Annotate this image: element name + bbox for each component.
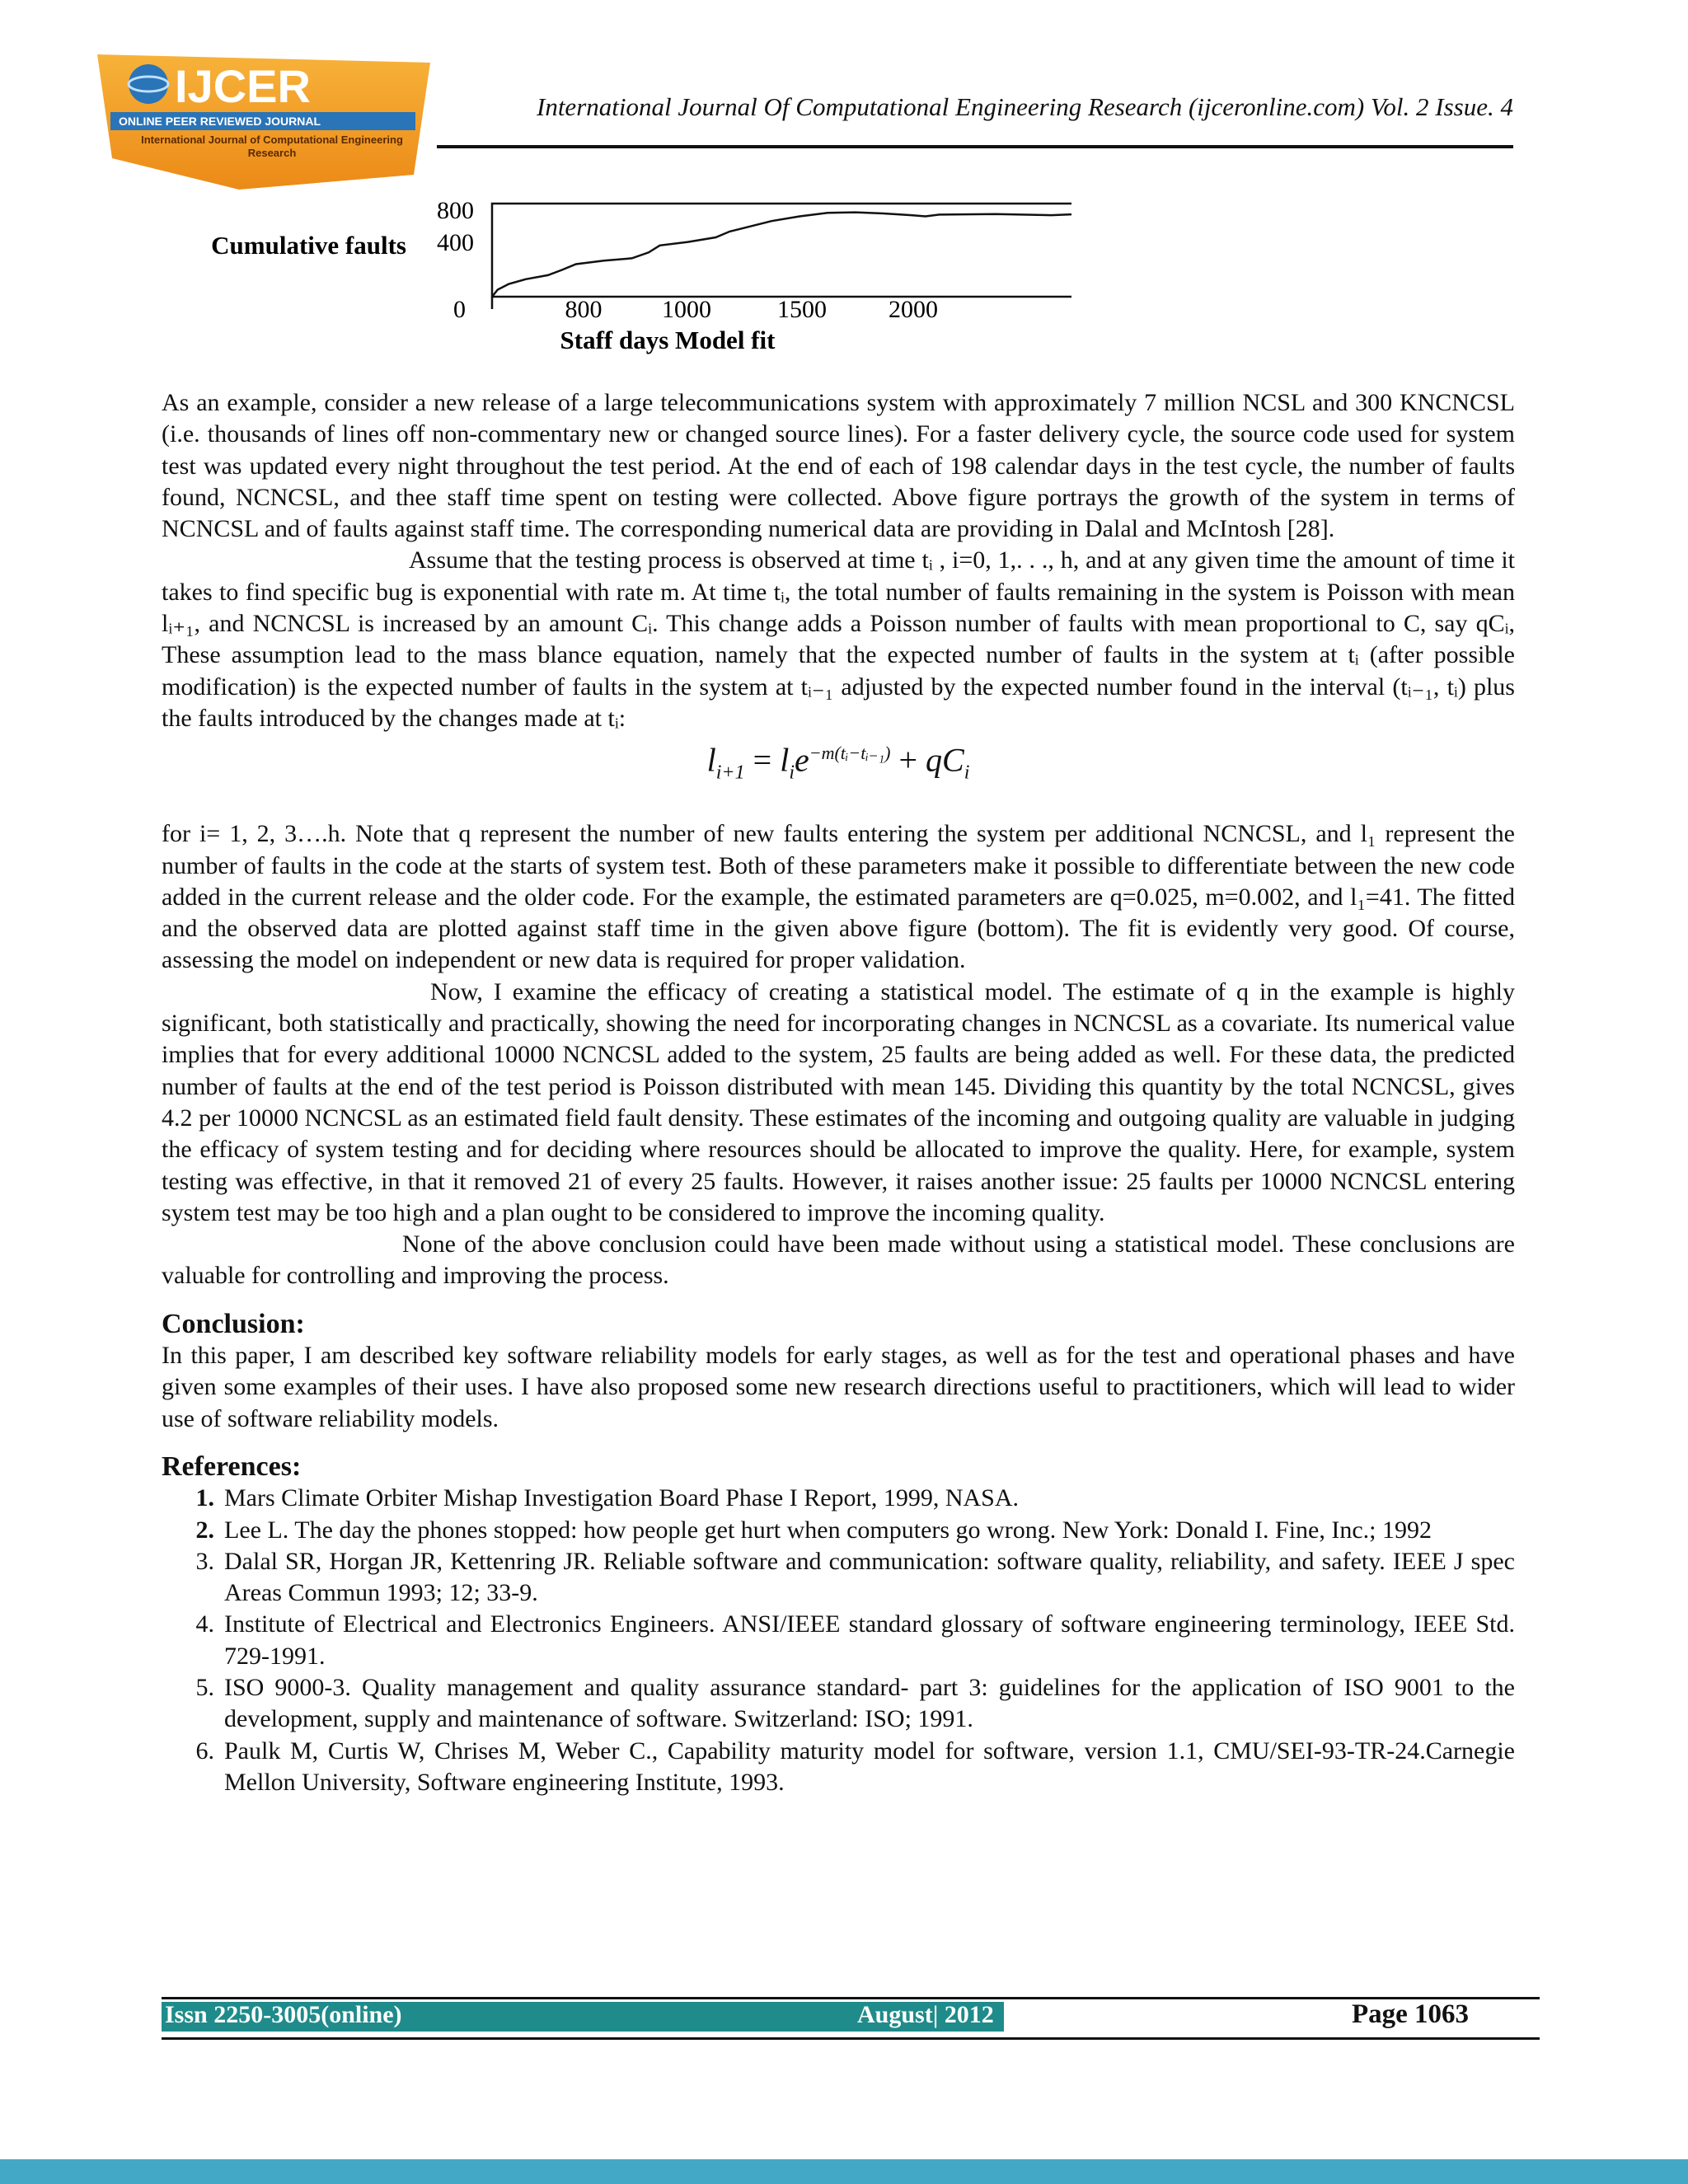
x-tick-label: 800: [565, 296, 603, 323]
y-tick-label: 0: [453, 296, 466, 323]
conclusion-heading: Conclusion:: [162, 1308, 305, 1339]
chart-series-line: [492, 212, 1071, 297]
footer-page-number: Page 1063: [1352, 1999, 1470, 2029]
mass-balance-equation: [162, 738, 1515, 802]
paragraph-assumption: Assume that the testing process is observed at time tᵢ , i=0, 1,. . ., h, and at any given time the amount of time it takes to find specific bug is exponential with rate m. At time tᵢ, the total number of faults remaining in the system is Poisson with mean lᵢ₊₁, and NCNCSL is increased by an amount Cᵢ. This change adds a Poisson number of faults with mean proportional to C, say qCᵢ, These assumption lead to the mass blance equation, namely that the expected number of faults in the system at tᵢ (after possible modification) is the expected number of faults in the system at tᵢ₋₁ adjusted by the expected number found in the interval (tᵢ₋₁, tᵢ) plus the faults introduced by the changes made at tᵢ:: [162, 546, 1515, 732]
reference-item: [162, 1515, 1515, 1546]
formula-equals: =: [753, 741, 772, 779]
conclusion-text: In this paper, I am described key software reliability models for early stages, as well as for the test and operational phases and have given some examples of their uses. I have also proposed some new research directions useful to practitioners, which will lead to wider use of software reliability models.: [162, 1342, 1515, 1432]
page-bottom-band: [0, 2159, 1688, 2184]
formula-qc: qC: [926, 741, 964, 779]
header-rule: [437, 145, 1513, 148]
logo-subtitle: International Journal of Computational Engineering Research: [141, 134, 403, 159]
references-list: [162, 1483, 1515, 1798]
logo-tagline: ONLINE PEER REVIEWED JOURNAL: [119, 115, 321, 128]
paragraph-example: As an example, consider a new release of a large telecommunications system with approximately 7 million NCSL and 300 KNCNCSL (i.e. thousands of lines off non-commentary new or changed source lines). For a faster delivery cycle, the source code used for system test was updated every night throughout the test period. At the end of each of 198 calendar days in the test cycle, the number of faults found, NCNCSL, and thee staff time spent on testing were collected. Above figure portrays the growth of the system in terms of NCNCSL and of faults against staff time. The corresponding numerical data are providing in Dalal and McIntosh [28].: [162, 389, 1515, 543]
reference-number: 6.: [195, 1736, 214, 1765]
footer-top-rule: [162, 1997, 1540, 1999]
formula-lhs-sub: i+1: [715, 762, 745, 784]
cumulative-faults-chart: [181, 194, 1071, 359]
y-tick-label: 400: [437, 229, 474, 256]
journal-logo: [91, 51, 437, 190]
paragraph-parameters: for i= 1, 2, 3….h. Note that q represent the number of new faults entering the system per additional NCNCSL, and l₁ represent the number of faults in the code at the starts of system test. Both of these parameters make it possible to differentiate between the new code added in the current release and the older code. For the example, the estimated parameters are q=0.025, m=0.002, and l₁=41. The fitted and the observed data are plotted against staff time in the given above figure (bottom). The fit is evidently very good. Of course, assessing the model on independent or new data is required for proper validation.: [162, 820, 1515, 974]
reference-text: Paulk M, Curtis W, Chrises M, Weber C., Capability maturity model for software, version 1.1, CMU/SEI-93-TR-24.Carnegie Mellon University, Software engineering Institute, 1993.: [224, 1736, 1515, 1796]
reference-text: Mars Climate Orbiter Mishap Investigation Board Phase I Report, 1999, NASA.: [224, 1484, 1020, 1512]
reference-number: 5.: [195, 1673, 214, 1701]
y-tick-label: 800: [437, 197, 474, 224]
reference-number: 3.: [195, 1547, 214, 1575]
formula-e: e: [794, 741, 809, 779]
paragraph-efficacy: Now, I examine the efficacy of creating a statistical model. The estimate of q in the example is highly significant, both statistically and practically, showing the need for incorporating changes in NCNCSL as a covariate. Its numerical value implies that for every additional 10000 NCNCSL added to the system, 25 faults are being added as well. For these data, the predicted number of faults at the end of the test period is Poisson distributed with mean 145. Dividing this quantity by the total NCNCSL, gives 4.2 per 10000 NCNCSL as an estimated field fault density. These estimates of the incoming and outgoing quality are valuable in judging the efficacy of system testing and for deciding where resources should be allocated to improve the quality. Here, for example, system testing was effective, in that it removed 21 of every 25 faults. However, it raises another issue: 25 faults per 10000 NCNCSL entering system test may be too high and a plan ought to be considered to improve the incoming quality.: [162, 977, 1515, 1226]
journal-title: International Journal Of Computational Engineering Research (ijceronline.com) Vol. 2 Issue. 4: [537, 92, 1513, 121]
reference-text: Dalal SR, Horgan JR, Kettenring JR. Reliable software and communication: software quality, reliability, and safety. IEEE J spec Areas Commun 1993; 12; 33-9.: [224, 1547, 1515, 1607]
formula-qc-sub: i: [964, 762, 970, 784]
reference-item: [162, 1546, 1515, 1610]
chart-plot-frame: [492, 204, 1071, 297]
reference-number: 4.: [195, 1610, 214, 1638]
paragraph-conclusion-note: None of the above conclusion could have been made without using a statistical model. These conclusions are valuable for controlling and improving the process.: [162, 1230, 1515, 1290]
formula-l-sub: i: [789, 762, 795, 784]
formula-plus: +: [898, 741, 917, 779]
x-tick-label: 2000: [889, 296, 938, 323]
logo-text: IJCER: [175, 60, 311, 112]
article-body: [162, 387, 1515, 1798]
footer-bottom-rule: [162, 2037, 1540, 2040]
reference-item: [162, 1483, 1515, 1514]
references-heading: References:: [162, 1451, 302, 1482]
reference-item: [162, 1609, 1515, 1672]
formula-exponent: −m(tᵢ−tᵢ₋₁): [809, 743, 891, 764]
chart-xlabel: Staff days Model fit: [560, 326, 776, 354]
x-tick-label: 1000: [662, 296, 711, 323]
globe-icon: [129, 64, 168, 104]
footer-date: August| 2012: [857, 2001, 994, 2028]
reference-text: Lee L. The day the phones stopped: how people get hurt when computers go wrong. New York: Donald I. Fine, Inc.; 1992: [224, 1516, 1432, 1544]
reference-text: ISO 9000-3. Quality management and quality assurance standard- part 3: guidelines for the application of ISO 9001 to the development, supply and maintenance of software. Switzerland: ISO; 1991.: [224, 1673, 1515, 1733]
formula-l: l: [780, 741, 790, 779]
reference-text: Institute of Electrical and Electronics Engineers. ANSI/IEEE standard glossary of software engineering terminology, IEEE Std. 729-1991.: [224, 1610, 1515, 1670]
reference-item: [162, 1736, 1515, 1799]
footer-issn: Issn 2250-3005(online): [165, 2001, 402, 2028]
reference-number: 1.: [195, 1484, 214, 1512]
chart-ylabel: Cumulative faults: [211, 231, 406, 260]
formula-lhs: l: [706, 741, 716, 779]
reference-item: [162, 1672, 1515, 1736]
x-tick-label: 1500: [777, 296, 827, 323]
reference-number: 2.: [195, 1516, 214, 1544]
